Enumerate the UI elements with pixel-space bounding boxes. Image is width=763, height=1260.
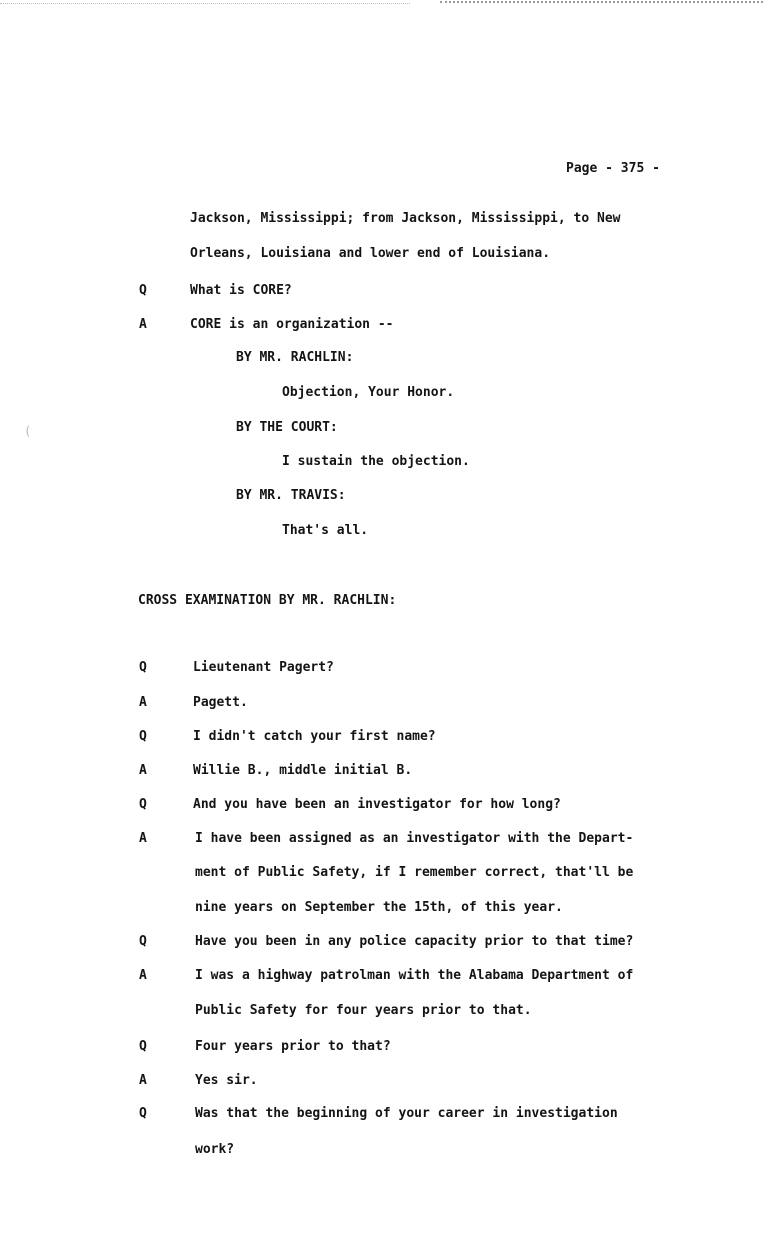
transcript-line: I sustain the objection. [282, 454, 470, 469]
transcript-line: Have you been in any police capacity prior to that time? [195, 934, 634, 949]
transcript-line: What is CORE? [190, 283, 292, 298]
transcript-line: Willie B., middle initial B. [193, 763, 413, 778]
speaker-label: Q [139, 797, 147, 812]
speaker-label: A [139, 763, 147, 778]
speaker-label: A [139, 968, 147, 983]
transcript-line: BY MR. TRAVIS: [236, 488, 346, 503]
transcript-line: CROSS EXAMINATION BY MR. RACHLIN: [138, 593, 397, 608]
transcript-line: BY MR. RACHLIN: [236, 350, 354, 365]
speaker-label: A [139, 1073, 147, 1088]
transcript-line: CORE is an organization -- [190, 317, 394, 332]
scan-mark: ( [24, 424, 32, 438]
transcript-line: I have been assigned as an investigator with the Depart- [195, 831, 634, 846]
transcript-line: nine years on September the 15th, of this year. [195, 900, 563, 915]
transcript-line: Objection, Your Honor. [282, 385, 455, 400]
speaker-label: Q [139, 283, 147, 298]
transcript-line: Was that the beginning of your career in investigation [195, 1106, 618, 1121]
transcript-line: Yes sir. [195, 1073, 258, 1088]
speaker-label: A [139, 831, 147, 846]
transcript-line: BY THE COURT: [236, 420, 338, 435]
transcript-line: work? [195, 1142, 235, 1157]
transcript-line: Orleans, Louisiana and lower end of Louisiana. [190, 246, 551, 261]
speaker-label: Q [139, 934, 147, 949]
speaker-label: Q [139, 1106, 147, 1121]
page-header: Page - 375 - [566, 161, 660, 176]
speaker-label: Q [139, 1039, 147, 1054]
speaker-label: A [139, 695, 147, 710]
transcript-line: ment of Public Safety, if I remember correct, that'll be [195, 865, 634, 880]
transcript-line: That's all. [282, 523, 369, 538]
transcript-line: And you have been an investigator for how long? [193, 797, 561, 812]
transcript-line: Jackson, Mississippi; from Jackson, Mississippi, to New [190, 211, 621, 226]
transcript-line: Four years prior to that? [195, 1039, 391, 1054]
speaker-label: A [139, 317, 147, 332]
transcript-line: I didn't catch your first name? [193, 729, 436, 744]
scan-edge-noise [0, 0, 763, 8]
transcript-line: I was a highway patrolman with the Alabama Department of [195, 968, 634, 983]
speaker-label: Q [139, 660, 147, 675]
speaker-label: Q [139, 729, 147, 744]
transcript-line: Lieutenant Pagert? [193, 660, 334, 675]
transcript-line: Pagett. [193, 695, 248, 710]
transcript-line: Public Safety for four years prior to that. [195, 1003, 532, 1018]
